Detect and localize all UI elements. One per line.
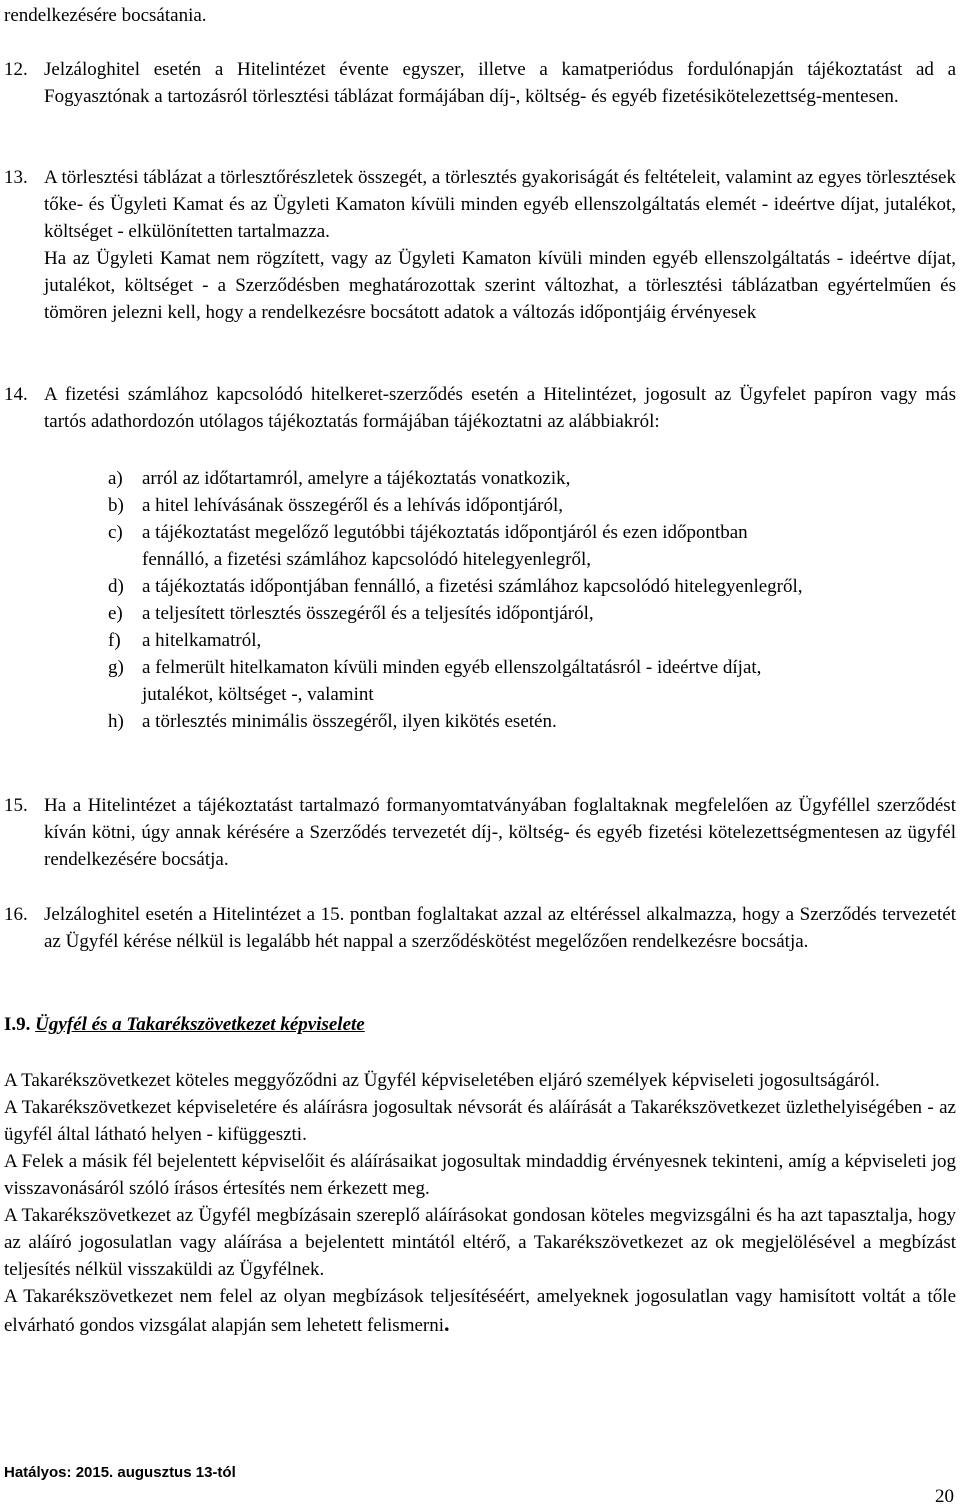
list-text: a tájékoztatást megelőző legutóbbi tájékoztatás időpontjáról és ezen időpontban fennálló, a fizetési számlához kapcsolódó hitelegyenlegről, [142,522,748,570]
list-item [4,519,956,573]
section-heading [4,1011,956,1038]
item-16 [4,901,956,955]
top-line: rendelkezésére bocsátania. [4,5,207,26]
paragraph: A Takarékszövetkezet az Ügyfél megbízásain szereplő aláírásokat gondosan köteles megvizsgálni és ha azt tapasztalja, hogy az aláíró jogosulatlan vagy aláírása a bejelentett mintától eltérő, a Takarékszövetkezet az ok megjelölésével a megbízást teljesítés nélkül visszaküldi az Ügyfélnek. [4,1205,956,1280]
list-letter: b) [108,495,124,516]
item-number: 16. [4,904,28,925]
item-text: A fizetési számlához kapcsolódó hitelkeret-szerződés esetén a Hitelintézet, jogosult az Ügyfelet papíron vagy más tartós adathordozón utólagos tájékoztatás formájában tájékoztatni az alábbiakról: [44,384,956,432]
item-number: 13. [4,167,28,188]
item-text: Jelzáloghitel esetén a Hitelintézet évente egyszer, illetve a kamatperiódus fordulónapján tájékoztatást ad a Fogyasztónak a tartozásról törlesztési táblázat formájában díj-, költség- és egyéb fizetésikötelezettség-mentesen. [44,59,956,107]
item-12 [4,56,956,110]
list-letter: f) [108,630,121,651]
list-text: a hitel lehívásának összegéről és a lehívás időpontjáról, [142,495,564,516]
paragraph: A Takarékszövetkezet köteles meggyőződni az Ügyfél képviseletében eljáró személyek képviseleti jogosultságáról. [4,1070,880,1091]
list-letter: h) [108,711,124,732]
list-letter: g) [108,657,124,678]
item-number: 15. [4,795,28,816]
item-15 [4,792,956,873]
list-text: a tájékoztatás időpontjában fennálló, a fizetési számlához kapcsolódó hitelegyenlegről, [142,576,803,597]
item-text: Jelzáloghitel esetén a Hitelintézet a 15. pontban foglaltakat azzal az eltéréssel alkalmazza, hogy a Szerződés tervezetét az Ügyfél kérése nélkül is legalább hét nappal a szerződéskötést megelőzően rendelkezésre bocsátja. [44,904,956,952]
footer-effective-date: Hatályos: 2015. augusztus 13-tól [4,1464,236,1481]
paragraph-last [4,1283,956,1339]
list-item [4,708,956,735]
item-14-sublist [4,465,956,735]
section-title: Ügyfél és a Takarékszövetkezet képviselete [35,1014,365,1035]
item-number: 12. [4,59,28,80]
paragraph: A Felek a másik fél bejelentett képviselőit és aláírásaikat jogosultak mindaddig érvényesnek tekinteni, amíg a képviseleti jog visszavonásáról szóló írásos értesítés nem érkezett meg. [4,1151,956,1199]
list-item [4,492,956,519]
paragraph-text: A Takarékszövetkezet nem felel az olyan megbízások teljesítéséért, amelyeknek jogosulatlan vagy hamisított voltát a tőle elvárható gondos vizsgálat alapján sem lehetett felismerni [4,1286,956,1336]
list-text: a teljesített törlesztés összegéről és a teljesítés időpontjáról, [142,603,594,624]
list-text: a felmerült hitelkamaton kívüli minden egyéb ellenszolgáltatásról - ideértve díjat, jutalékot, költséget -, valamint [142,657,762,705]
list-text: arról az időtartamról, amelyre a tájékoztatás vonatkozik, [142,468,571,489]
list-letter: a) [108,468,123,489]
paragraph: A Takarékszövetkezet képviseletére és aláírásra jogosultak névsorát és aláírását a Takarékszövetkezet üzlethelyiségében - az ügyfél által látható helyen - kifüggeszti. [4,1097,956,1145]
list-letter: c) [108,522,123,543]
item-number: 14. [4,384,28,405]
section-paragraphs [4,1067,956,1339]
list-text: a törlesztés minimális összegéről, ilyen kikötés esetén. [142,711,557,732]
page-number: 20 [935,1486,954,1507]
list-item [4,573,956,600]
list-letter: e) [108,603,123,624]
list-item [4,627,956,654]
item-body [44,164,956,326]
item-13 [4,164,956,326]
item-text-continued: Ha az Ügyleti Kamat nem rögzített, vagy az Ügyleti Kamaton kívüli minden egyéb ellenszolgáltatás - ideértve díjat, jutalékot, költséget - a Szerződésben meghatározottak szerint változhat, a törlesztési táblázatban egyértelműen és tömören jelezni kell, hogy a rendelkezésre bocsátott adatok a változás időpontjáig érvényesek [44,248,956,323]
item-text: A törlesztési táblázat a törlesztőrészletek összegét, a törlesztés gyakoriságát és feltételeit, valamint az egyes törlesztések tőke- és Ügyleti Kamat és az Ügyleti Kamaton kívüli minden egyéb ellenszolgáltatás elemét - ideértve díjat, jutalékot, költséget - elkülönítetten tartalmazza. [44,167,956,242]
list-item [4,600,956,627]
list-text: a hitelkamatról, [142,630,262,651]
list-item [4,654,956,708]
item-text: Ha a Hitelintézet a tájékoztatást tartalmazó formanyomtatványában foglaltaknak megfelelően az Ügyféllel szerződést kíván kötni, úgy annak kérésére a Szerződés tervezetét díj-, költség- és egyéb fizetési kötelezettségmentesen az ügyfél rendelkezésére bocsátja. [44,795,956,870]
item-14 [4,381,956,435]
final-period: . [444,1311,450,1336]
list-letter: d) [108,576,124,597]
list-item [4,465,956,492]
section-number: I.9. [4,1014,31,1035]
